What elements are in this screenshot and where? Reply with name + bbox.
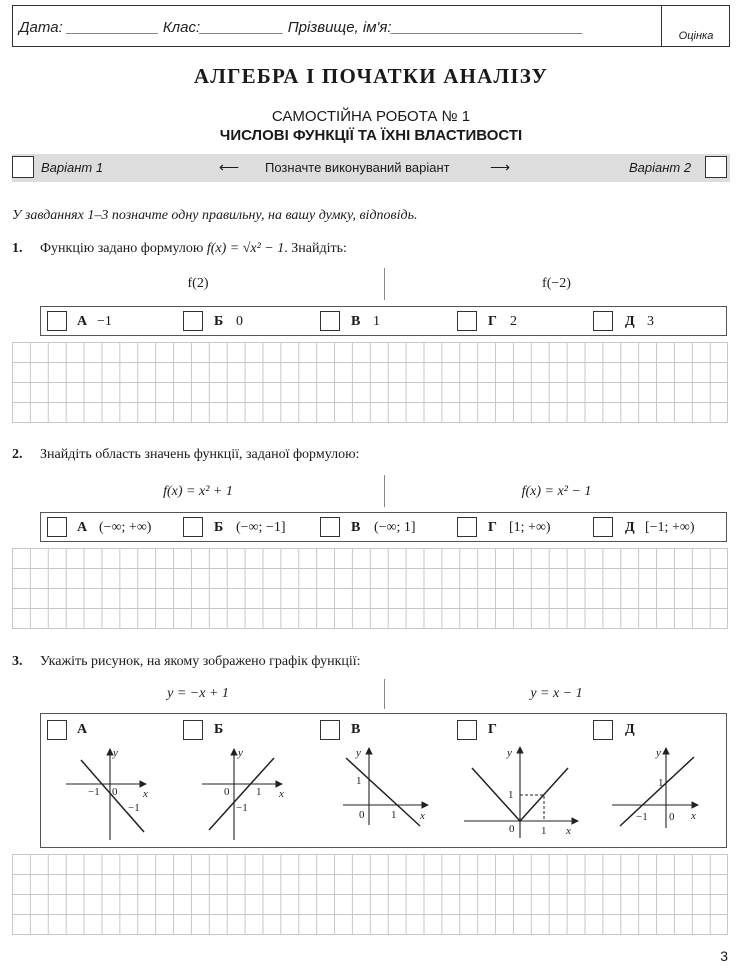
q2-answer-v-letter: В xyxy=(351,520,361,535)
grade-label: Оцінка xyxy=(678,30,714,42)
question-3-number: 3. xyxy=(12,654,23,669)
q1-answer-h-value: 2 xyxy=(510,314,517,329)
question-3-variant-2-condition: y = x − 1 xyxy=(530,686,583,701)
variant-1-label: Варіант 1 xyxy=(41,160,104,175)
q3-answer-b-letter: Б xyxy=(214,722,224,737)
graph-b xyxy=(202,749,282,840)
page-title: АЛГЕБРА І ПОЧАТКИ АНАЛІЗУ xyxy=(193,64,549,88)
arrow-left-icon: ⟵ xyxy=(219,159,240,175)
question-3-work-grid[interactable] xyxy=(12,854,728,935)
q2-answer-h-letter: Г xyxy=(488,520,497,535)
graph-b-one-x: 1 xyxy=(256,786,262,798)
graph-v-one-x: 1 xyxy=(391,809,397,821)
graph-d-x-label: x xyxy=(691,810,696,822)
q1-answer-d-letter: Д xyxy=(625,314,635,329)
q1-answer-a-value: −1 xyxy=(97,314,112,329)
graph-d-line xyxy=(620,757,694,826)
graph-d-y-label: y xyxy=(656,747,661,759)
q2-answer-h-value: [1; +∞) xyxy=(509,520,551,535)
graph-d-one-y: 1 xyxy=(658,777,664,789)
q3-answer-h-letter: Г xyxy=(488,722,497,737)
variant-2-label: Варіант 2 xyxy=(629,160,692,175)
q1-answer-b-value: 0 xyxy=(236,314,243,329)
graph-h-one-x: 1 xyxy=(541,825,547,837)
graph-b-origin-label: 0 xyxy=(224,786,230,798)
graph-a xyxy=(66,749,146,840)
q2-answer-d-letter: Д xyxy=(625,520,635,535)
graph-v-origin-label: 0 xyxy=(359,809,365,821)
graph-b-minus-one-y: −1 xyxy=(236,802,248,814)
graph-h-origin-label: 0 xyxy=(509,823,515,835)
graph-a-minus-one-x: −1 xyxy=(88,786,100,798)
q1-answer-v-letter: В xyxy=(351,314,361,329)
question-2-variant-2-condition: f(x) = x² − 1 xyxy=(521,484,592,499)
student-info-fields[interactable]: Дата: ___________ Клас:__________ Прізвище, ім'я:_______________________ xyxy=(19,19,584,36)
graph-h-one-y: 1 xyxy=(508,789,514,801)
graph-v-x-label: x xyxy=(420,810,425,822)
question-2-variant-1-condition: f(x) = x² + 1 xyxy=(163,484,233,499)
page-number: 3 xyxy=(720,948,728,964)
graph-d-origin-label: 0 xyxy=(669,811,675,823)
graph-a-origin-label: 0 xyxy=(112,786,118,798)
q3-answer-a-letter: А xyxy=(77,722,88,737)
graph-v-y-label: y xyxy=(356,747,361,759)
q1-answer-b-letter: Б xyxy=(214,314,224,329)
q2-answer-a-value: (−∞; +∞) xyxy=(99,520,152,535)
graph-h-y-label: y xyxy=(507,747,512,759)
graph-d xyxy=(612,748,698,828)
question-1-formula: f(x) = √x² − 1 xyxy=(206,241,285,256)
q1-answer-d-value: 3 xyxy=(647,314,654,329)
instructions: У завданнях 1–3 позначте одну правильну, на вашу думку, відповідь. xyxy=(12,208,418,223)
graph-v-line xyxy=(346,758,420,826)
graph-d-minus-one-x: −1 xyxy=(636,811,648,823)
question-1-variant-2-condition: f(−2) xyxy=(542,276,571,291)
question-2-text: Знайдіть область значень функції, заданої формулою: xyxy=(40,447,360,462)
graph-a-minus-one-y: −1 xyxy=(128,802,140,814)
question-1-text-suffix: . Знайдіть: xyxy=(284,241,347,256)
graph-b-x-label: x xyxy=(279,788,284,800)
question-2-number: 2. xyxy=(12,447,23,462)
topic-title: ЧИСЛОВІ ФУНКЦІЇ ТА ЇХНІ ВЛАСТИВОСТІ xyxy=(219,127,523,144)
q1-answer-a-letter: А xyxy=(77,314,88,329)
graph-a-y-label: y xyxy=(113,747,118,759)
variant-instruction: Позначте виконуваний варіант xyxy=(265,160,450,175)
graph-v xyxy=(343,748,428,826)
question-3-text: Укажіть рисунок, на якому зображено графік функції: xyxy=(40,654,361,669)
question-1-variant-1-condition: f(2) xyxy=(187,276,209,291)
graph-h xyxy=(464,747,578,838)
q3-answer-d-letter: Д xyxy=(625,722,635,737)
q1-answer-h-letter: Г xyxy=(488,314,497,329)
graph-v-one-y: 1 xyxy=(356,775,362,787)
q2-answer-a-letter: А xyxy=(77,520,88,535)
q2-answer-d-value: [−1; +∞) xyxy=(645,520,695,535)
question-1-text-prefix: Функцію задано формулою xyxy=(40,241,204,256)
graph-b-line xyxy=(209,758,274,830)
q2-answer-b-value: (−∞; −1] xyxy=(236,520,286,535)
q2-answer-v-value: (−∞; 1] xyxy=(374,520,416,535)
graph-h-x-label: x xyxy=(566,825,571,837)
q1-answer-v-value: 1 xyxy=(373,314,380,329)
graph-b-y-label: y xyxy=(238,747,243,759)
arrow-right-icon: ⟶ xyxy=(490,159,511,175)
q3-answer-v-letter: В xyxy=(351,722,361,737)
question-3-variant-1-condition: y = −x + 1 xyxy=(167,686,229,701)
q2-answer-b-letter: Б xyxy=(214,520,224,535)
graph-a-x-label: x xyxy=(143,788,148,800)
work-title: САМОСТІЙНА РОБОТА № 1 xyxy=(271,108,471,125)
question-1-number: 1. xyxy=(12,241,23,256)
